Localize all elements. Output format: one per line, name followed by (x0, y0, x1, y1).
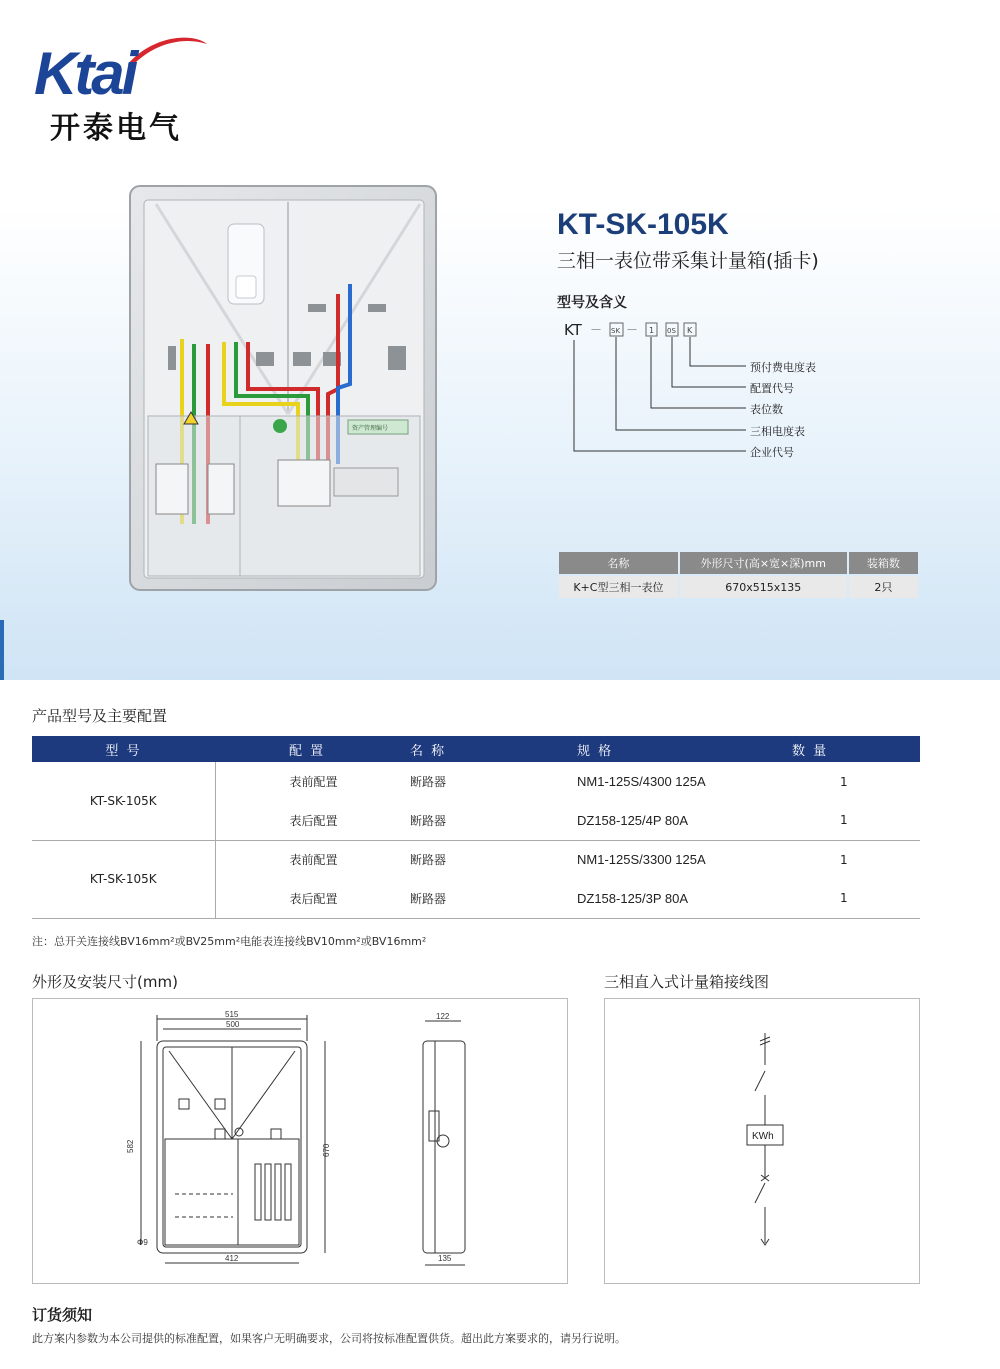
spec-table (557, 550, 920, 600)
spec-header-row (559, 552, 918, 574)
name-cell: 断路器 (368, 801, 535, 840)
wiring-diagram-panel (604, 998, 920, 1284)
qty-cell: 1 (750, 879, 920, 918)
code-box-sk: SK (611, 327, 621, 335)
kwh-meter-label: KWh (752, 1131, 774, 1142)
code-label-config: 配置代号 (750, 382, 794, 395)
dim-bottom-width: 412 (225, 1254, 239, 1263)
code-label-prepaid: 预付费电度表 (750, 361, 816, 374)
spec-cell: DZ158-125/3P 80A (535, 879, 750, 918)
inner-label: 资产管理编号 (352, 425, 389, 432)
dim-height-outer: 670 (322, 1143, 331, 1157)
dimension-drawing (33, 999, 567, 1283)
spec-cell-name: K+C型三相一表位 (559, 576, 678, 598)
product-name: 三相一表位带采集计量箱(插卡) (557, 250, 819, 272)
config-cell: 表后配置 (215, 879, 368, 918)
name-cell: 断路器 (368, 879, 535, 918)
order-notice-title: 订货须知 (32, 1306, 93, 1324)
spec-row (559, 576, 918, 598)
dim-hole: Φ9 (137, 1238, 148, 1247)
config-cell: 表后配置 (215, 801, 368, 840)
code-prefix: KT (564, 321, 582, 339)
product-model-title: KT-SK-105K (557, 208, 729, 241)
code-label-positions: 表位数 (750, 403, 783, 416)
code-label-three-phase: 三相电度表 (750, 425, 805, 438)
spec-cell-size: 670x515x135 (680, 576, 847, 598)
config-table (32, 736, 920, 919)
dimension-drawing-panel (32, 998, 568, 1284)
qty-cell: 1 (840, 774, 848, 789)
config-model-cell: KT-SK-105K (32, 840, 215, 918)
wiring-note: 注：总开关连接线BV16mm²或BV25mm²电能表连接线BV10mm²或BV16mm² (32, 935, 427, 948)
dim-inner-width: 500 (226, 1020, 240, 1029)
spec-header-size: 外形尺寸(高×宽×深)mm (680, 552, 847, 574)
company-name: 开泰电气 (50, 111, 182, 146)
dim-outer-width: 515 (225, 1010, 239, 1019)
config-header-name: 名 称 (368, 736, 535, 762)
qty-cell: 1 (750, 801, 920, 840)
dimension-section-title: 外形及安装尺寸(mm) (32, 973, 178, 991)
config-header-row (32, 736, 920, 762)
table-row (32, 762, 920, 801)
model-meaning-heading: 型号及含义 (557, 295, 627, 311)
meter-box-photo (128, 184, 438, 594)
config-header-spec: 规 格 (535, 736, 750, 762)
spec-cell-pack: 2只 (849, 576, 918, 598)
config-model-cell: KT-SK-105K (32, 762, 215, 840)
accent-bar (0, 620, 4, 680)
code-label-company: 企业代号 (750, 446, 794, 459)
code-dash-1: － (590, 323, 603, 337)
config-cell: 表前配置 (289, 775, 338, 789)
spec-header-pack: 装箱数 (849, 552, 918, 574)
code-lines (560, 318, 860, 468)
config-cell: 表前配置 (289, 853, 338, 868)
config-header-config: 配 置 (215, 736, 368, 762)
dim-height-inner: 582 (126, 1139, 135, 1153)
order-notice-text: 此方案内参数为本公司提供的标准配置，如果客户无明确要求，公司将按标准配置供货。超出此方案要求的，请另行说明。 (32, 1332, 626, 1345)
spec-cell: NM1-125S/3300 125A (577, 852, 706, 868)
wiring-diagram (605, 999, 919, 1283)
config-section-title: 产品型号及主要配置 (32, 707, 168, 725)
config-header-model: 型 号 (32, 736, 215, 762)
code-box-k: K (687, 326, 693, 335)
table-row (32, 840, 920, 879)
logo-text: Ktai (34, 40, 136, 107)
dim-depth-top: 122 (436, 1012, 450, 1021)
code-box-1: 1 (649, 326, 655, 335)
spec-cell: NM1-125S/4300 125A (577, 774, 706, 789)
code-box-0s: 0S (667, 327, 676, 335)
spec-header-name: 名称 (559, 552, 678, 574)
name-cell: 断路器 (410, 775, 447, 789)
wiring-section-title: 三相直入式计量箱接线图 (604, 973, 770, 991)
model-code-diagram (560, 318, 860, 468)
spec-cell: DZ158-125/4P 80A (535, 801, 750, 840)
dim-depth-bottom: 135 (438, 1254, 452, 1263)
name-cell: 断路器 (410, 853, 447, 868)
qty-cell: 1 (840, 852, 848, 867)
code-dash-2: － (626, 323, 639, 337)
config-header-qty: 数 量 (750, 736, 920, 762)
